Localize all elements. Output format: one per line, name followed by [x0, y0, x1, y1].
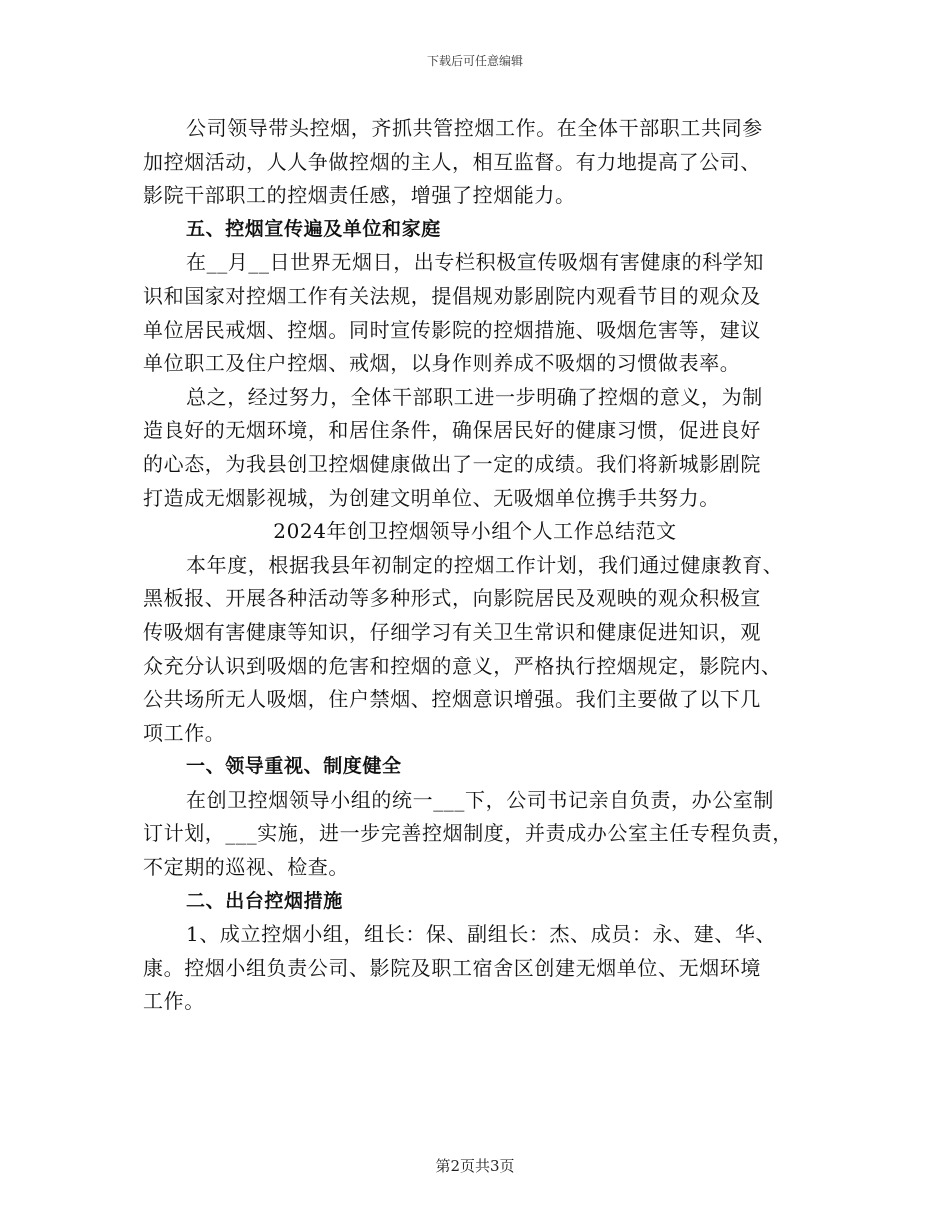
paragraph-line: 总之，经过努力，全体干部职工进一步明确了控烟的意义，为制: [186, 384, 763, 409]
paragraph-line: 的心态，为我县创卫控烟健康做出了一定的成绩。我们将新城影剧院: [143, 451, 761, 476]
paragraph-line: 工作。: [143, 989, 205, 1014]
paragraph-line: 单位职工及住户控烟、戒烟，以身作则养成不吸烟的习惯做表率。: [143, 351, 741, 376]
section-heading: 二、出台控烟措施: [186, 889, 343, 912]
paragraph-line: 1、成立控烟小组，组长：保、副组长：杰、成员：永、建、华、: [186, 922, 777, 947]
paragraph-line: 传吸烟有害健康等知识，仔细学习有关卫生常识和健康促进知识，观: [143, 619, 761, 644]
paragraph-line: 影院干部职工的控烟责任感，增强了控烟能力。: [143, 183, 576, 208]
paragraph-line: 黑板报、开展各种活动等多种形式，向影院居民及观映的观众积极宣: [143, 586, 761, 611]
section-heading: 五、控烟宣传遍及单位和家庭: [186, 217, 441, 240]
page-number: 第2页共3页: [435, 1157, 515, 1175]
paragraph-line: 在创卫控烟领导小组的统一___下，公司书记亲自负责，办公室制: [186, 787, 774, 812]
paragraph-line: 订计划，___实施，进一步完善控烟制度，并责成办公室主任专程负责，: [143, 821, 793, 846]
paragraph-line: 项工作。: [143, 720, 226, 745]
paragraph-line: 在__月__日世界无烟日，出专栏积极宣传吸烟有害健康的科学知: [186, 250, 764, 275]
document-title: 2024年创卫控烟领导小组个人工作总结范文: [273, 519, 677, 544]
paragraph-line: 识和国家对控烟工作有关法规，提倡规劝影剧院内观看节目的观众及: [143, 283, 761, 308]
paragraph-line: 众充分认识到吸烟的危害和控烟的意义，严格执行控烟规定，影院内、: [143, 653, 782, 678]
section-heading: 一、领导重视、制度健全: [186, 755, 402, 778]
paragraph-line: 本年度，根据我县年初制定的控烟工作计划，我们通过健康教育、: [186, 552, 784, 577]
document-body: [143, 112, 807, 1019]
paragraph-line: 打造成无烟影视城，为创建文明单位、无吸烟单位携手共努力。: [143, 485, 720, 510]
paragraph-line: 不定期的巡视、检查。: [143, 855, 349, 880]
paragraph-line: 加控烟活动，人人争做控烟的主人，相互监督。有力地提高了公司、: [143, 149, 761, 174]
paragraph-line: 康。控烟小组负责公司、影院及职工宿舍区创建无烟单位、无烟环境: [143, 955, 761, 980]
page-header-note: 下载后可任意编辑: [426, 54, 523, 68]
paragraph-line: 公共场所无人吸烟，住户禁烟、控烟意识增强。我们主要做了以下几: [143, 687, 761, 712]
paragraph-line: 单位居民戒烟、控烟。同时宣传影院的控烟措施、吸烟危害等，建议: [143, 317, 761, 342]
paragraph-line: 公司领导带头控烟，齐抓共管控烟工作。在全体干部职工共同参: [186, 116, 763, 140]
paragraph-line: 造良好的无烟环境，和居住条件，确保居民好的健康习惯，促进良好: [143, 418, 761, 443]
